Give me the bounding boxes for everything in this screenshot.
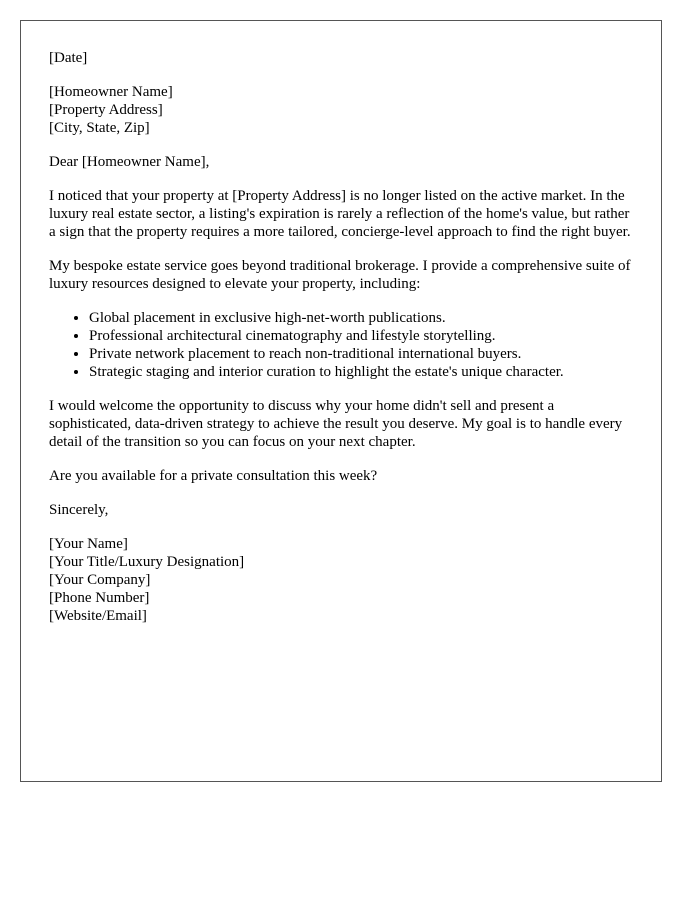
signature-phone: [Phone Number] bbox=[49, 590, 150, 606]
list-item: • Private network placement to reach non-traditional international buyers. bbox=[89, 345, 639, 363]
letter-body bbox=[49, 49, 639, 641]
services-list bbox=[49, 309, 639, 381]
paragraph-1: I noticed that your property at [Property Address] is no longer listed on the active market. In the luxury real estate sector, a listing's expiration is rarely a reflection of the home's value, but rather a sign that the property requires a more tailored, concierge-level approach to find the right buyer. bbox=[49, 188, 631, 240]
signature-web-email: [Website/Email] bbox=[49, 608, 147, 624]
signature-name: [Your Name] bbox=[49, 536, 128, 552]
signature-block bbox=[49, 535, 639, 625]
recipient-name: [Homeowner Name] bbox=[49, 84, 173, 100]
letter-date: [Date] bbox=[49, 50, 88, 66]
letter-page bbox=[20, 20, 662, 782]
recipient-city-state-zip: [City, State, Zip] bbox=[49, 120, 150, 136]
recipient-block bbox=[49, 83, 639, 137]
paragraph-3: I would welcome the opportunity to discuss why your home didn't sell and present a sophisticated, data-driven strategy to achieve the result you deserve. My goal is to handle every detail of the transition so you can focus on your next chapter. bbox=[49, 398, 623, 450]
signature-company: [Your Company] bbox=[49, 572, 151, 588]
paragraph-2: My bespoke estate service goes beyond traditional brokerage. I provide a comprehensive suite of luxury resources designed to elevate your property, including: bbox=[49, 258, 631, 292]
signature-title: [Your Title/Luxury Designation] bbox=[49, 554, 245, 570]
paragraph-4: Are you available for a private consultation this week? bbox=[49, 468, 378, 484]
recipient-address: [Property Address] bbox=[49, 102, 163, 118]
list-item: • Global placement in exclusive high-net-worth publications. bbox=[89, 309, 639, 327]
list-item: • Strategic staging and interior curation to highlight the estate's unique character. bbox=[89, 363, 639, 381]
list-item: • Professional architectural cinematography and lifestyle storytelling. bbox=[89, 327, 639, 345]
salutation: Dear [Homeowner Name], bbox=[49, 154, 210, 170]
closing: Sincerely, bbox=[49, 502, 109, 518]
